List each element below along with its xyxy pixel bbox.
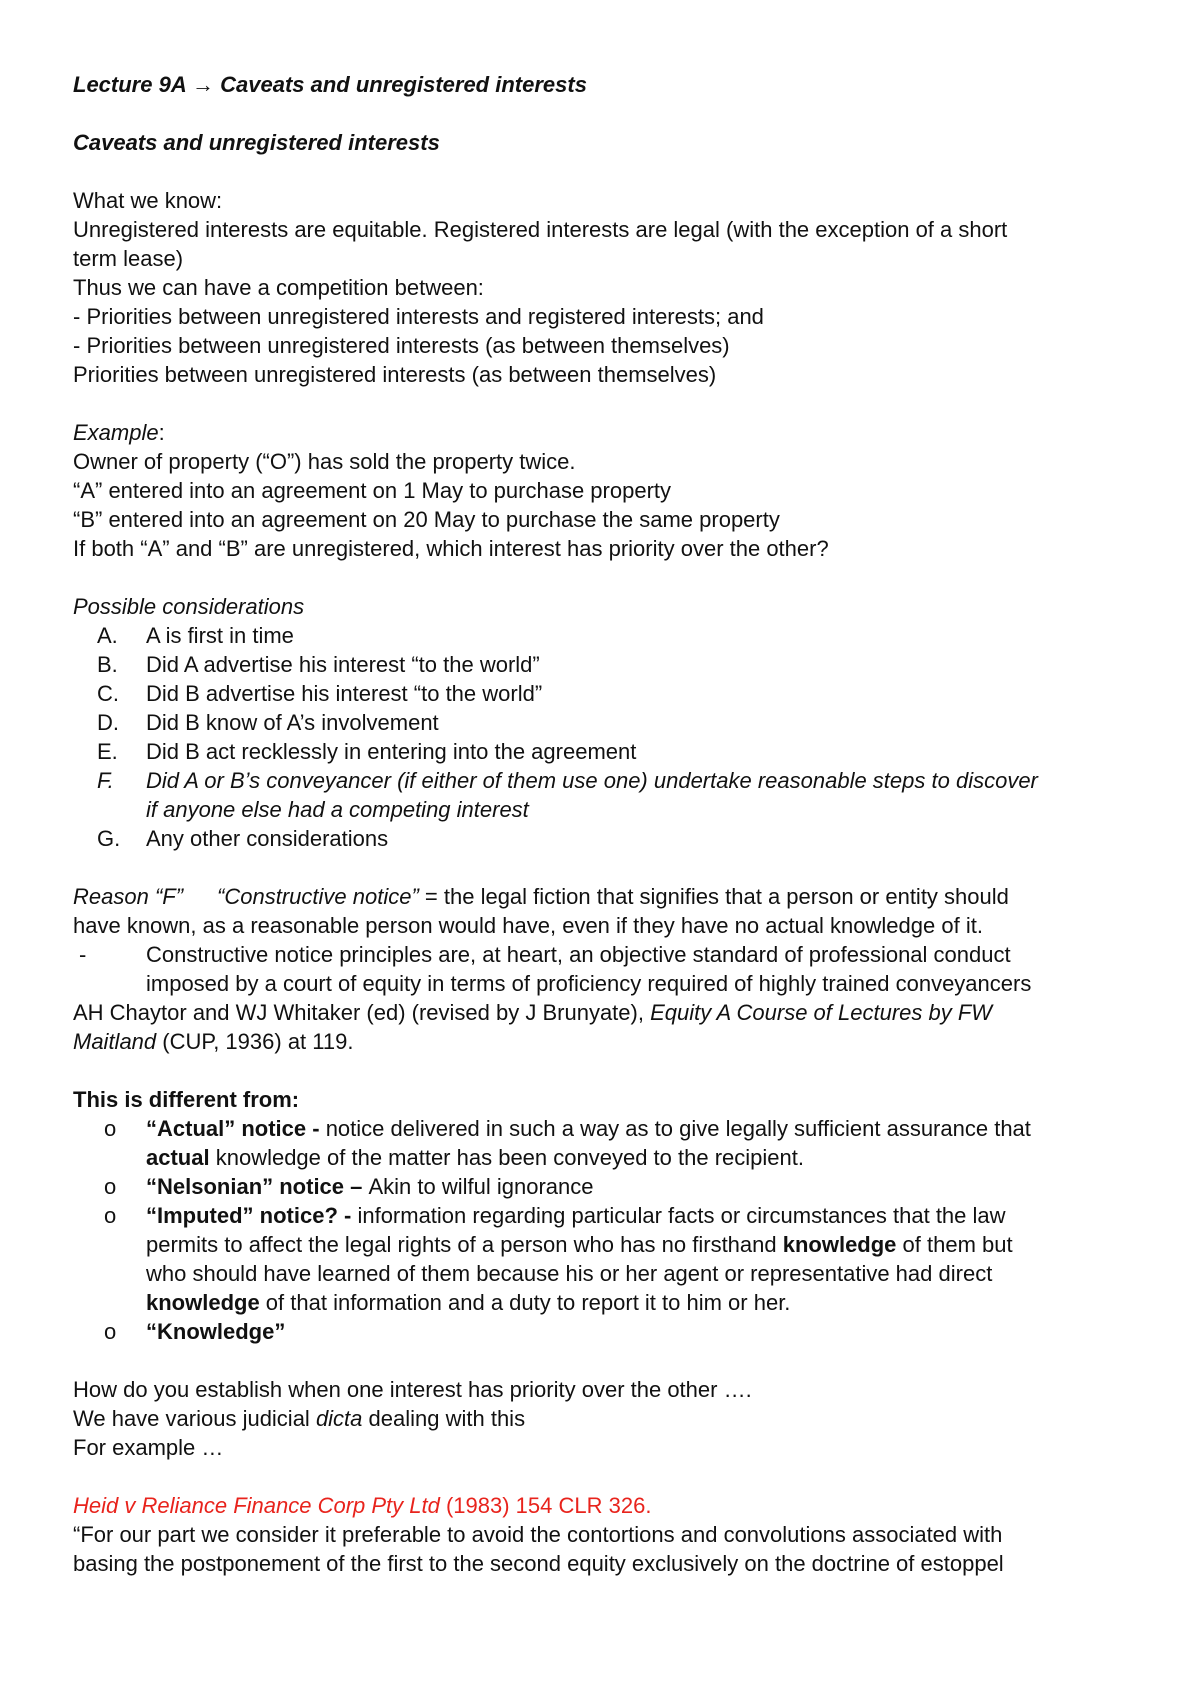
example-label: Example	[73, 420, 159, 445]
notice-text: information regarding particular facts or circumstances that the law	[357, 1203, 1006, 1228]
priority-emphasis: dicta	[315, 1406, 363, 1431]
notice-text: Akin to wilful ignorance	[368, 1174, 594, 1199]
citation	[73, 1027, 1153, 1056]
citation-authors: AH Chaytor and WJ Whitaker (ed) (revised by J Brunyate),	[73, 1000, 651, 1025]
case-quote: basing the postponement of the first to the second equity exclusively on the doctrine of estoppel	[73, 1551, 1004, 1576]
considerations-list	[73, 621, 1153, 853]
case-citation	[73, 1491, 1153, 1520]
considerations-heading: Possible considerations	[73, 594, 305, 619]
list-item	[73, 1317, 1153, 1346]
reason-definition: = the legal fiction that signifies that a person or entity should	[418, 884, 1009, 909]
intro-line: - Priorities between unregistered interests and registered interests; and	[73, 304, 764, 329]
list-item	[73, 708, 1153, 737]
right-arrow-icon: →	[192, 72, 215, 97]
notice-emphasis: knowledge	[782, 1232, 897, 1257]
notice-term: “Imputed” notice? -	[146, 1203, 358, 1228]
intro-line: What we know:	[73, 188, 223, 213]
intro-line: Priorities between unregistered interests (as between themselves)	[73, 362, 717, 387]
case-reference: (1983) 154 CLR 326.	[439, 1493, 652, 1518]
example-line: “B” entered into an agreement on 20 May to purchase the same property	[73, 507, 780, 532]
list-item-text: if anyone else had a competing interest	[146, 797, 529, 822]
list-item-text: Did B act recklessly in entering into the agreement	[146, 739, 637, 764]
case-name: Heid v Reliance Finance Corp Pty Ltd	[73, 1493, 440, 1518]
notice-emphasis: knowledge	[146, 1290, 260, 1315]
intro-line: Unregistered interests are equitable. Registered interests are legal (with the exception of a short	[73, 217, 1008, 242]
list-marker: o	[104, 1174, 117, 1199]
notice-text: of them but	[896, 1232, 1013, 1257]
notice-emphasis: actual	[146, 1145, 210, 1170]
case-quote: “For our part we consider it preferable to avoid the contortions and convolutions associated with	[73, 1522, 1003, 1547]
list-marker: o	[104, 1116, 117, 1141]
reason-line: have known, as a reasonable person would have, even if they have no actual knowledge of it.	[73, 913, 983, 938]
dash-marker: -	[79, 942, 87, 967]
example-line: “A” entered into an agreement on 1 May to purchase property	[73, 478, 672, 503]
list-item-text: A is first in time	[146, 623, 294, 648]
example-line: If both “A” and “B” are unregistered, which interest has priority over the other?	[73, 536, 829, 561]
priority-line: For example …	[73, 1435, 224, 1460]
citation-title: Equity A Course of Lectures by FW	[650, 1000, 993, 1025]
citation-details: (CUP, 1936) at 119.	[156, 1029, 354, 1054]
list-item	[73, 650, 1153, 679]
list-marker: o	[104, 1203, 117, 1228]
list-item-text: Did B advertise his interest “to the world”	[146, 681, 543, 706]
list-marker: A.	[97, 623, 118, 648]
list-item	[73, 1114, 1153, 1172]
priority-line	[73, 1404, 1153, 1433]
notice-text: notice delivered in such a way as to give legally sufficient assurance that	[325, 1116, 1031, 1141]
list-item	[73, 766, 1153, 824]
lecture-number: Lecture 9A	[73, 72, 193, 97]
reason-label: Reason “F”	[73, 884, 184, 909]
document-body	[73, 70, 1153, 1578]
example-line: Owner of property (“O”) has sold the property twice.	[73, 449, 576, 474]
list-item	[73, 1201, 1153, 1317]
reason-bullet	[73, 940, 1153, 998]
list-marker: E.	[97, 739, 118, 764]
notice-types-list	[73, 1114, 1153, 1346]
list-marker: C.	[97, 681, 119, 706]
list-marker: F.	[97, 768, 114, 793]
citation	[73, 998, 1153, 1027]
list-item	[73, 679, 1153, 708]
example-heading	[73, 418, 1153, 447]
list-marker: o	[104, 1319, 117, 1344]
example-colon: :	[158, 420, 165, 445]
list-item	[73, 824, 1153, 853]
bullet-text: imposed by a court of equity in terms of proficiency required of highly trained conveyancers	[146, 971, 1032, 996]
notice-text: knowledge of the matter has been conveyed to the recipient.	[209, 1145, 804, 1170]
list-item	[73, 737, 1153, 766]
priority-text: dealing with this	[362, 1406, 526, 1431]
list-item-text: Did B know of A’s involvement	[146, 710, 439, 735]
intro-line: - Priorities between unregistered interests (as between themselves)	[73, 333, 730, 358]
intro-line: Thus we can have a competition between:	[73, 275, 484, 300]
intro-line: term lease)	[73, 246, 184, 271]
notice-text: permits to affect the legal rights of a person who has no firsthand	[146, 1232, 783, 1257]
lecture-title	[73, 70, 1153, 99]
list-marker: D.	[97, 710, 119, 735]
notice-term: “Actual” notice -	[146, 1116, 326, 1141]
list-marker: G.	[97, 826, 121, 851]
reason-paragraph	[73, 882, 1153, 911]
different-heading: This is different from:	[73, 1087, 300, 1112]
notice-term: “Nelsonian” notice –	[146, 1174, 369, 1199]
reason-term: “Constructive notice”	[217, 884, 419, 909]
list-marker: B.	[97, 652, 118, 677]
list-item	[73, 1172, 1153, 1201]
lecture-topic: Caveats and unregistered interests	[214, 72, 587, 97]
notice-term: “Knowledge”	[146, 1319, 286, 1344]
list-item	[73, 621, 1153, 650]
bullet-text: Constructive notice principles are, at heart, an objective standard of professional conduct	[146, 942, 1011, 967]
priority-text: We have various judicial	[73, 1406, 316, 1431]
citation-title: Maitland	[73, 1029, 157, 1054]
list-item-text: Did A advertise his interest “to the world”	[146, 652, 540, 677]
notice-text: who should have learned of them because his or her agent or representative had direct	[146, 1261, 993, 1286]
priority-line: How do you establish when one interest has priority over the other ….	[73, 1377, 752, 1402]
notice-text: of that information and a duty to report it to him or her.	[259, 1290, 791, 1315]
section-heading: Caveats and unregistered interests	[73, 130, 440, 155]
list-item-text: Did A or B’s conveyancer (if either of them use one) undertake reasonable steps to discover	[146, 768, 1038, 793]
list-item-text: Any other considerations	[146, 826, 389, 851]
